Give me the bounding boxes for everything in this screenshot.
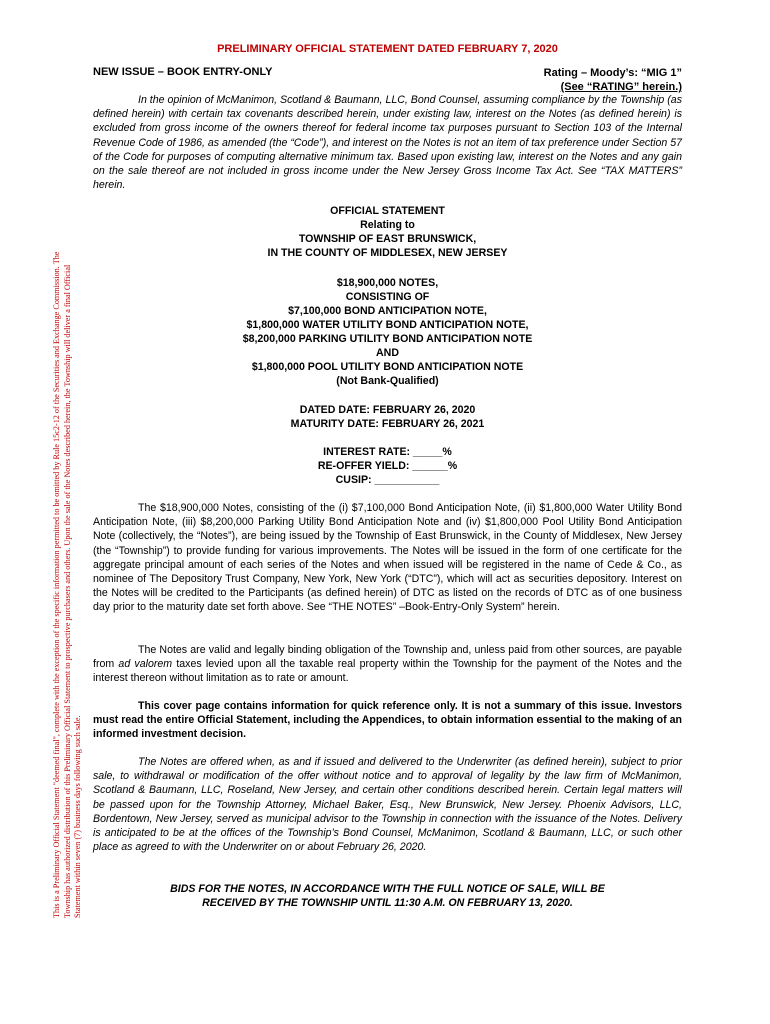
rating-reference: (See “RATING” herein.) [560,81,682,93]
preliminary-disclaimer-sidebar [52,48,82,918]
dated-date: DATED DATE: FEBRUARY 26, 2020 [299,404,476,416]
title-line: Relating to [360,219,415,231]
sidebar-line: Statement within seven (7) business days following such sale. [73,715,82,918]
notes-line: (Not Bank-Qualified) [336,375,439,387]
notes-line: AND [376,347,399,359]
notes-line: $18,900,000 NOTES, [336,277,439,289]
sidebar-line: Township has authorized distribution of this Preliminary Official Statement to prospective purchasers and others. Upon the sale of the Notes described herein, the Township will deliver a final Official [62,264,72,918]
notes-description-block [93,276,682,388]
rate-block [93,445,682,487]
ad-valorem-term: ad valorem [118,658,173,671]
maturity-date: MATURITY DATE: FEBRUARY 26, 2021 [290,418,485,430]
new-issue-label: NEW ISSUE – BOOK ENTRY-ONLY [93,66,273,78]
interest-rate: INTEREST RATE: _____% [323,446,452,458]
notes-line: $7,100,000 BOND ANTICIPATION NOTE, [288,305,487,317]
tax-opinion-paragraph: In the opinion of McManimon, Scotland & Baumann, LLC, Bond Counsel, assuming compliance by the Township (as defined herein) with certain tax covenants described herein, under existing law, interest on the Notes (as defined herein) is excluded from gross income of the owners thereof for federal income tax purposes pursuant to Section 103 of the Internal Revenue Code of 1986, as amended (the “Code”), and interest on the Notes is not an item of tax preference under Section 57 of the Code for purposes of computing alternative minimum tax. Based upon existing law, interest on the Notes and any gain on the sale thereof are not included in gross income under the New Jersey Gross Income Tax Act. See “TAX MATTERS” herein. [93,94,682,192]
security-text: taxes levied upon all the taxable real property within the Township for the payment of the Notes and the interest thereon without limitation as to rate or amount. [93,658,683,685]
cusip: CUSIP: ___________ [335,474,440,486]
re-offer-yield: RE-OFFER YIELD: ______% [317,460,458,472]
dates-block [93,403,682,431]
preliminary-banner: PRELIMINARY OFFICIAL STATEMENT DATED FEBRUARY 7, 2020 [217,43,558,55]
notes-line: $8,200,000 PARKING UTILITY BOND ANTICIPATION NOTE [242,333,533,345]
cover-page-notice: This cover page contains information for quick reference only. It is not a summary of this issue. Investors must read the entire Official Statement, including the Appendices, to obtain information essential to the making of an informed investment decision. [93,700,682,741]
notes-line: CONSISTING OF [345,291,430,303]
bids-notice [93,882,682,910]
rating-block [544,66,682,94]
notes-line: $1,800,000 POOL UTILITY BOND ANTICIPATION NOTE [251,361,524,373]
official-statement-title [93,204,682,260]
offering-paragraph: The Notes are offered when, as and if issued and delivered to the Underwriter (as defined herein), subject to prior sale, to withdrawal or modification of the offer without notice and to approval of legality by the law firm of McManimon, Scotland & Baumann, LLC, Roseland, New Jersey, and certain other conditions described herein. Certain legal matters will be passed upon for the Township Attorney, Michael Baker, Esq., New Brunswick, New Jersey. Phoenix Advisors, LLC, Bordentown, New Jersey, served as municipal advisor to the Township in connection with the issuance of the Notes. Delivery is anticipated to be at the offices of the Township’s Bond Counsel, McManimon, Scotland & Baumann, LLC, or such other place as agreed to with the Underwriter on or about February 26, 2020. [93,756,682,854]
security-text: The Notes are valid and legally binding obligation of the Township and, unless paid from other sources, are payable from [93,644,682,671]
title-line: TOWNSHIP OF EAST BRUNSWICK, [298,233,477,245]
rating-line: Rating – Moody’s: “MIG 1” [543,67,682,79]
bids-line: RECEIVED BY THE TOWNSHIP UNTIL 11:30 A.M. ON FEBRUARY 13, 2020. [202,897,573,909]
sidebar-line: This is a Preliminary Official Statement "deemed final", complete with the exception of the specific information permitted to be omitted by Rule 15c2-12 of the Securities and Exchange Commission. The [52,251,61,918]
title-line: OFFICIAL STATEMENT [330,205,445,217]
notes-line: $1,800,000 WATER UTILITY BOND ANTICIPATION NOTE, [246,319,529,331]
title-line: IN THE COUNTY OF MIDDLESEX, NEW JERSEY [267,247,508,259]
notes-summary-paragraph: The $18,900,000 Notes, consisting of the (i) $7,100,000 Bond Anticipation Note, (ii) $1,800,000 Water Utility Bond Anticipation Note, (iii) $8,200,000 Parking Utility Bond Anticipation Note and (iv) $1,800,000 Pool Utility Bond Anticipation Note (collectively, the “Notes”), are being issued by the Township of East Brunswick, in the County of Middlesex, New Jersey (the “Township”) to provide funding for various improvements. The Notes will be issued in the form of one certificate for the aggregate principal amount of each series of the Notes and when issued will be registered in the name of Cede & Co., as nominee of The Depository Trust Company, New York, New York (“DTC”), which will act as securities depository. Interest on the Notes will be credited to the Participants (as defined herein) of DTC as listed on the records of DTC as of one business day prior to the maturity date set forth above. See “THE NOTES” –Book-Entry-Only System” herein. [93,502,682,614]
security-paragraph [93,643,682,686]
bids-line: BIDS FOR THE NOTES, IN ACCORDANCE WITH THE FULL NOTICE OF SALE, WILL BE [170,883,605,895]
